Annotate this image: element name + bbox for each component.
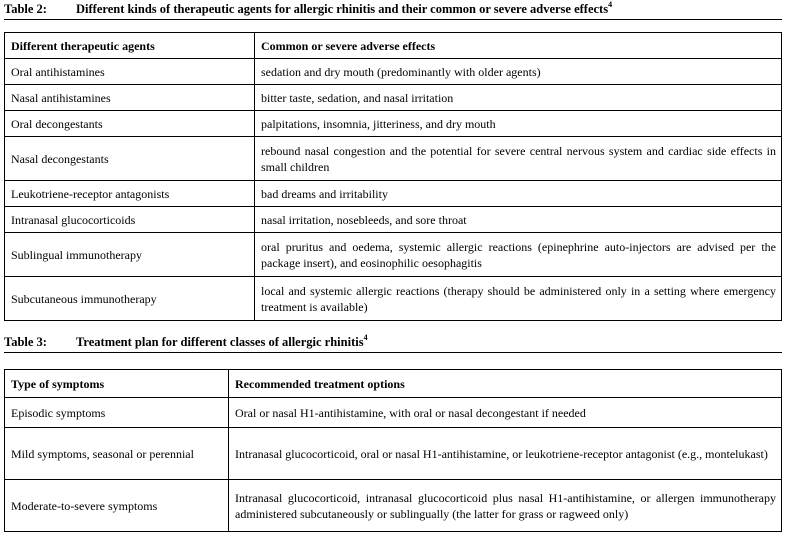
table3-caption-rule <box>4 352 782 353</box>
table2-header-agents: Different therapeutic agents <box>5 33 255 59</box>
table2-number: Table 2: <box>4 2 47 16</box>
table-row <box>5 137 782 181</box>
agent-cell: Sublingual immunotherapy <box>5 233 255 277</box>
effects-cell: palpitations, insomnia, jitteriness, and dry mouth <box>255 111 782 137</box>
table-row <box>5 111 782 137</box>
table-row <box>5 59 782 85</box>
table3 <box>4 369 782 532</box>
agent-cell: Oral decongestants <box>5 111 255 137</box>
effects-cell: oral pruritus and oedema, systemic allergic reactions (epinephrine auto-injectors are advised per the package insert), and eosinophilic oesophagitis <box>255 233 782 277</box>
effects-cell: rebound nasal congestion and the potential for severe central nervous system and cardiac side effects in small children <box>255 137 782 181</box>
agent-cell: Leukotriene-receptor antagonists <box>5 181 255 207</box>
table2 <box>4 32 782 321</box>
symptom-cell: Moderate-to-severe symptoms <box>5 480 229 532</box>
table-row <box>5 233 782 277</box>
agent-cell: Intranasal glucocorticoids <box>5 207 255 233</box>
agent-cell: Oral antihistamines <box>5 59 255 85</box>
table3-header-options: Recommended treatment options <box>229 370 782 398</box>
table3-header-symptoms: Type of symptoms <box>5 370 229 398</box>
effects-cell: local and systemic allergic reactions (therapy should be administered only in a setting where emergency treatment is available) <box>255 277 782 321</box>
table3-number: Table 3: <box>4 335 47 349</box>
symptom-cell: Episodic symptoms <box>5 398 229 428</box>
table3-reference: 4 <box>363 333 368 342</box>
table3-header-row <box>5 370 782 398</box>
treatment-cell: Intranasal glucocorticoid, oral or nasal H1-antihistamine, or leukotriene-receptor antagonist (e.g., montelukast) <box>229 428 782 480</box>
table2-title: Different kinds of therapeutic agents for allergic rhinitis and their common or severe adverse effects <box>76 2 609 16</box>
table2-reference: 4 <box>608 0 613 9</box>
table2-caption-rule <box>4 19 782 20</box>
table2-header-effects: Common or severe adverse effects <box>255 33 782 59</box>
effects-cell: sedation and dry mouth (predominantly with older agents) <box>255 59 782 85</box>
table2-caption <box>4 2 612 17</box>
table3-title: Treatment plan for different classes of allergic rhinitis <box>76 335 364 349</box>
effects-cell: bitter taste, sedation, and nasal irritation <box>255 85 782 111</box>
table-row <box>5 277 782 321</box>
table3-caption <box>4 335 368 350</box>
treatment-cell: Oral or nasal H1-antihistamine, with oral or nasal decongestant if needed <box>229 398 782 428</box>
table-row <box>5 428 782 480</box>
table-row <box>5 398 782 428</box>
table-row <box>5 480 782 532</box>
agent-cell: Subcutaneous immunotherapy <box>5 277 255 321</box>
table-row <box>5 85 782 111</box>
effects-cell: bad dreams and irritability <box>255 181 782 207</box>
treatment-cell: Intranasal glucocorticoid, intranasal glucocorticoid plus nasal H1-antihistamine, or allergen immunotherapy administered subcutaneously or sublingually (the latter for grass or ragweed only) <box>229 480 782 532</box>
table-row <box>5 181 782 207</box>
table-row <box>5 207 782 233</box>
table2-header-row <box>5 33 782 59</box>
agent-cell: Nasal antihistamines <box>5 85 255 111</box>
effects-cell: nasal irritation, nosebleeds, and sore throat <box>255 207 782 233</box>
agent-cell: Nasal decongestants <box>5 137 255 181</box>
symptom-cell: Mild symptoms, seasonal or perennial <box>5 428 229 480</box>
